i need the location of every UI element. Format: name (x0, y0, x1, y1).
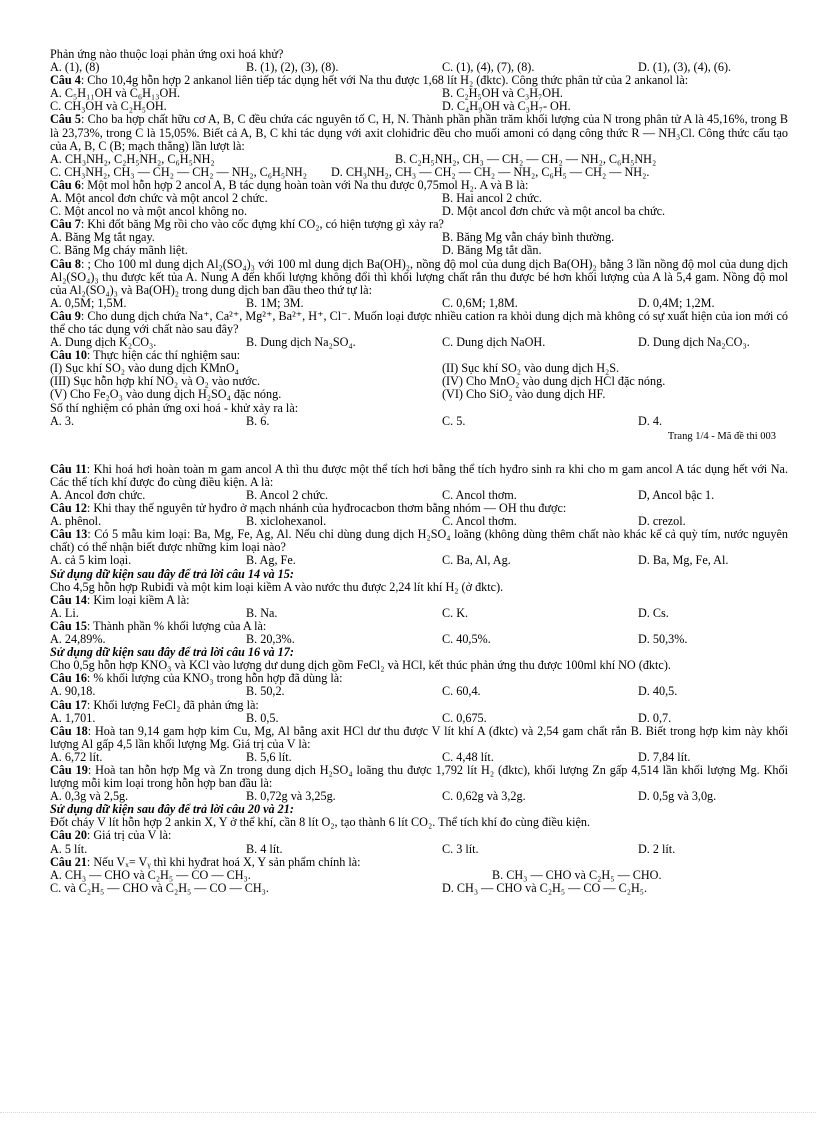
q15-options (50, 633, 788, 646)
option-c: C. Băng Mg cháy mãnh liệt. (50, 243, 188, 258)
option-d: D. 2 lít. (638, 841, 676, 856)
q21-options-row2 (50, 882, 788, 895)
option-d: D. 0,5g và 3,0g. (638, 789, 717, 804)
option-d: D. 7,84 lít. (638, 749, 691, 764)
option-d: D. 40,5. (638, 684, 678, 699)
question-21 (50, 856, 788, 869)
question-number: Câu 14 (50, 592, 87, 607)
q10-options (50, 415, 788, 428)
option-d: D. CH₃NH₂, CH₃ — CH₂ — CH₂ — NH₂, C₆H₅ — CH₂ — NH₂. (330, 164, 650, 179)
question-number: Câu 19 (50, 762, 88, 777)
question-text: : Cho 10,4g hỗn hợp 2 ankanol liên tiếp tác dụng hết với Na thu được 1,68 lít H₂ (đktc). Công thức phân tử của 2 ankanol là: (80, 73, 689, 88)
question-number: Câu 11 (50, 461, 87, 476)
option-b: B. C₂H₅NH₂, CH₃ — CH₂ — CH₂ — NH₂, C₆H₅NH₂ (395, 151, 657, 166)
option-b: B. Ag, Fe. (246, 553, 296, 568)
question-number: Câu 4 (50, 73, 81, 88)
question-text: : Khi đốt băng Mg rồi cho vào cốc đựng khí CO₂, có hiện tượng gì xảy ra? (80, 217, 444, 232)
question-number: Câu 12 (50, 501, 87, 516)
question-number: Câu 16 (50, 671, 87, 686)
question-number: Câu 5 (50, 112, 82, 127)
exam-page (50, 48, 788, 895)
option-b: B. C₂H₅OH và C₃H₇OH. (442, 86, 563, 101)
question-text: : Khi hoá hơi hoàn toàn m gam ancol A thì thu được một thể tích hơi bằng thể tích hyđro sinh ra khi cho m gam ancol A tác dụng hết với Na. Các thể tích khí được đo cùng điều kiện. A là: (50, 461, 788, 489)
option-a: A. CH₃ — CHO và C₂H₅ — CO — CH₃. (50, 867, 251, 882)
option-b: B. 50,2. (246, 684, 285, 699)
option-b: B. 20,3%. (246, 632, 295, 647)
option-d: D, Ancol bậc 1. (638, 488, 715, 502)
option-c: C. CH₃OH và C₂H₅OH. (50, 99, 167, 114)
page-footer: Trang 1/4 - Mã đề thi 003 (667, 430, 776, 442)
option-a: A. 24,89%. (50, 632, 106, 647)
question-text: : Hoà tan hỗn hợp Mg và Zn trong dung dịch H₂SO₄ loãng thu được 1,792 lít H₂ (đktc), khối lượng Zn gấp 4,514 lần khối lượng Mg. Khối lượng mỗi kim loại trong hỗn hợp ban đầu là: (50, 762, 788, 791)
option-a: A. 0,5M; 1,5M. (50, 295, 127, 310)
option-d: D. Dung dịch Na₂CO₃. (638, 335, 750, 350)
option-a: A. (1), (8) (50, 60, 100, 75)
question-text: : Hoà tan 9,14 gam hợp kim Cu, Mg, Al bằng axit HCl dư thu được V lít khí A (đktc) và 2,54 gam chất rắn B. Biết trong hợp kim này khối lượng Al gấp 4,5 lần khối lượng Mg. Giá trị của V là: (50, 723, 788, 751)
question-8 (50, 258, 788, 297)
experiment-4: (IV) Cho MnO₂ vào dung dịch HCl đặc nóng. (442, 374, 666, 389)
option-a: A. 0,3g và 2,5g. (50, 789, 129, 804)
q19-options (50, 790, 788, 803)
option-c: C. 0,62g và 3,2g. (442, 789, 526, 804)
question-18 (50, 725, 788, 751)
option-c: C. 5. (442, 413, 466, 428)
q21-options-row1 (50, 869, 788, 882)
option-b: B. 4 lít. (246, 841, 283, 856)
q13-options (50, 554, 788, 567)
option-c: C. 0,675. (442, 710, 487, 725)
question-text: : Khi thay thế nguyên tử hyđro ở mạch nhánh của hyđrocacbon thơm bằng nhóm — OH thu được: (86, 501, 567, 516)
option-a: A. Một ancol đơn chức và một ancol 2 chức. (50, 191, 268, 206)
option-c: C. Ba, Al, Ag. (442, 553, 511, 568)
option-a: A. 5 lít. (50, 841, 88, 856)
section-context: Đốt cháy V lít hỗn hợp 2 ankin X, Y ở thể khí, cần 8 lít O₂, tạo thành 6 lít CO₂. Thể tích khí đo cùng điều kiện. (50, 815, 591, 830)
question-text: : ; Cho 100 ml dung dịch Al₂(SO₄)₃ với 100 ml dung dịch Ba(OH)₂, nồng độ mol của dung dịch Ba(OH)₂ bằng 3 lần nồng độ mol của dung dịch Al₂(SO₄)₃ thu được kết tủa A. Nung A đến khối lượng không đổi thì khối lượng chất rắn thu được bé hơn khối lượng của A là 5,4 gam. Nồng độ mol của Al₂(SO₄)₃ và Ba(OH)₂ trong dung dịch ban đầu theo thứ tự là: (50, 256, 788, 297)
option-c: C. K. (442, 605, 469, 620)
option-c: C. Dung dịch NaOH. (442, 335, 546, 350)
section-heading: Sử dụng dữ kiện sau đây để trả lời câu 20 và 21: (50, 803, 294, 817)
option-b: B. Hai ancol 2 chức. (442, 191, 543, 206)
option-b: B. 0,5. (246, 710, 279, 725)
option-d: D. Băng Mg tắt dần. (442, 243, 542, 258)
question-text: : Thành phần % khối lượng của A là: (86, 618, 267, 633)
option-a: A. CH₃NH₂, C₂H₅NH₂, C₆H₅NH₂ (50, 151, 215, 166)
option-d: D. 50,3%. (638, 632, 688, 647)
option-a: A. 90,18. (50, 684, 96, 699)
question-text: : Một mol hỗn hợp 2 ancol A, B tác dụng hoàn toàn với Na thu được 0,75mol H₂. A và B là: (80, 177, 529, 192)
option-c: C. 40,5%. (442, 632, 491, 647)
question-number: Câu 17 (50, 697, 87, 712)
question-number: Câu 18 (50, 723, 88, 738)
q10-experiments-row3 (50, 388, 788, 401)
question-20 (50, 829, 788, 842)
page-edge-divider (0, 1112, 816, 1119)
experiment-5: (V) Cho Fe₂O₃ vào dung dịch H₂SO₄ đặc nóng. (50, 387, 282, 402)
question-11 (50, 463, 788, 489)
question-text: : Kim loại kiềm A là: (86, 592, 190, 607)
option-b: B. CH₃ — CHO và C₂H₅ — CHO. (492, 867, 662, 882)
option-c: C. CH₃NH₂, CH₃ — CH₂ — CH₂ — NH₂, C₆H₅NH₂ (50, 164, 307, 179)
question-number: Câu 8 (50, 256, 81, 271)
question-17 (50, 699, 788, 712)
question-number: Câu 10 (50, 348, 87, 363)
question-text: : Giá trị của V là: (86, 828, 172, 843)
option-a: A. phênol. (50, 514, 102, 529)
option-b: B. 0,72g và 3,25g. (246, 789, 336, 804)
option-a: A. cả 5 kim loại. (50, 553, 132, 568)
question-number: Câu 9 (50, 308, 81, 323)
question-number: Câu 21 (50, 854, 87, 869)
option-b: B. 5,6 lít. (246, 749, 292, 764)
option-d: D. C₄H₉OH và C₃H₇- OH. (442, 99, 571, 114)
question-5 (50, 113, 788, 152)
option-c: C. (1), (4), (7), (8). (442, 60, 535, 75)
option-d: D. Một ancol đơn chức và một ancol ba chức. (442, 204, 666, 219)
question-text: : Có 5 mẫu kim loại: Ba, Mg, Fe, Ag, Al. Nếu chỉ dùng dung dịch H₂SO₄ loãng (không dùng thêm chất nào khác kể cả quỳ tím, nước nguyên chất) có thể nhận biết được những kim loại nào? (50, 527, 788, 555)
option-a: A. C₅H₁₁OH và C₆H₁₃OH. (50, 86, 181, 101)
option-b: B. Na. (246, 605, 278, 620)
section-heading: Sử dụng dữ kiện sau đây để trả lời câu 14 và 15: (50, 567, 294, 581)
option-a: A. 1,701. (50, 710, 96, 725)
option-d: D. 0,7. (638, 710, 672, 725)
option-a: A. Ancol đơn chức. (50, 488, 146, 502)
option-b: B. 6. (246, 413, 270, 428)
question-text: : Nếu Vₓ= Vᵧ thì khi hyđrat hoá X, Y sản phẩm chính là: (86, 854, 361, 869)
option-b: B. Băng Mg vẫn cháy bình thường. (442, 230, 615, 245)
option-b: B. 1M; 3M. (246, 295, 304, 310)
option-a: A. 3. (50, 413, 75, 428)
option-b: B. (1), (2), (3), (8). (246, 60, 339, 75)
experiment-6: (VI) Cho SiO₂ vào dung dịch HF. (442, 387, 606, 402)
option-d: D. (1), (3), (4), (6). (638, 60, 732, 75)
option-c: C. Ancol thơm. (442, 514, 517, 529)
question-number: Câu 6 (50, 177, 81, 192)
experiment-2: (II) Sục khí SO₂ vào dung dịch H₂S. (442, 361, 620, 376)
q10-tail: Số thí nghiệm có phản ứng oxi hoá - khử xảy ra là: (50, 401, 299, 415)
question-16 (50, 672, 788, 685)
option-c: C. Ancol thơm. (442, 488, 517, 502)
experiment-1: (I) Sục khí SO₂ vào dung dịch KMnO₄ (50, 361, 239, 376)
option-d: D. 0,4M; 1,2M. (638, 295, 715, 310)
option-d: D. 4. (638, 413, 663, 428)
option-c: C. 0,6M; 1,8M. (442, 295, 518, 310)
question-text: : Thực hiện các thí nghiệm sau: (86, 348, 241, 363)
option-c: C. 60,4. (442, 684, 481, 699)
option-c: C. 3 lít. (442, 841, 479, 856)
option-d: D. crezol. (638, 514, 686, 529)
question-7 (50, 218, 788, 231)
section-context: Cho 0,5g hỗn hợp KNO₃ và KCl vào lượng dư dung dịch gồm FeCl₂ và HCl, kết thúc phản ứng thu được 100ml khí NO (đktc). (50, 658, 671, 673)
option-c: C. và C₂H₅ — CHO và C₂H₅ — CO — CH₃. (50, 880, 269, 895)
option-a: A. Dung dịch K₂CO₃. (50, 335, 157, 350)
question-text: : Cho ba hợp chất hữu cơ A, B, C đều chứa các nguyên tố C, H, N. Thành phần phần trăm khối lượng của N trong phân tử A là 45,16%, trong B là 23,73%, trong C là 15,05%. Biết cả A, B, C khi tác dụng với axit clohiđric đều cho muối amoni có dạng công thức R — NH₃Cl. Công thức cấu tạo của A, B, C (B; mạch thẳng) lần lượt là: (50, 112, 788, 153)
option-a: A. Li. (50, 605, 79, 620)
option-d: D. CH₃ — CHO và C₂H₅ — CO — C₂H₅. (442, 880, 648, 895)
question-number: Câu 15 (50, 618, 87, 633)
option-b: B. Dung dịch Na₂SO₄. (246, 335, 356, 350)
question-number: Câu 20 (50, 828, 87, 843)
question-9 (50, 310, 788, 336)
option-b: B. Ancol 2 chức. (246, 488, 329, 502)
option-d: D. Cs. (638, 605, 669, 620)
question-text: : Cho dung dịch chứa Na⁺, Ca²⁺, Mg²⁺, Ba²⁺, H⁺, Cl⁻. Muốn loại được nhiều cation ra khỏi dung dịch mà không có sự xuất hiện của ion mới có thể cho tác dụng với chất nào sau đây? (50, 308, 788, 336)
question-number: Câu 7 (50, 217, 81, 232)
section-heading: Sử dụng dữ kiện sau đây để trả lời câu 16 và 17: (50, 646, 294, 660)
option-a: A. 6,72 lít. (50, 749, 103, 764)
option-c: C. 4,48 lít. (442, 749, 494, 764)
section-context: Cho 4,5g hỗn hợp Rubiđi và một kim loại kiềm A vào nước thu được 2,24 lít khí H₂ (ở đktc). (50, 579, 504, 594)
question-intro: Phản ứng nào thuộc loại phản ứng oxi hoá khử? (50, 48, 284, 61)
experiment-3: (III) Sục hỗn hợp khí NO₂ và O₂ vào nước. (50, 374, 261, 389)
option-b: B. xiclohexanol. (246, 514, 327, 529)
question-19 (50, 764, 788, 790)
question-14 (50, 594, 788, 607)
option-d: D. Ba, Mg, Fe, Al. (638, 553, 729, 568)
question-text: : Khối lượng FeCl₂ đã phản ứng là: (86, 697, 259, 712)
option-c: C. Một ancol no và một ancol không no. (50, 204, 248, 219)
option-a: A. Băng Mg tắt ngay. (50, 230, 155, 245)
question-number: Câu 13 (50, 527, 88, 542)
question-text: : % khối lượng của KNO₃ trong hỗn hợp đã dùng là: (86, 671, 343, 686)
question-13 (50, 528, 788, 554)
